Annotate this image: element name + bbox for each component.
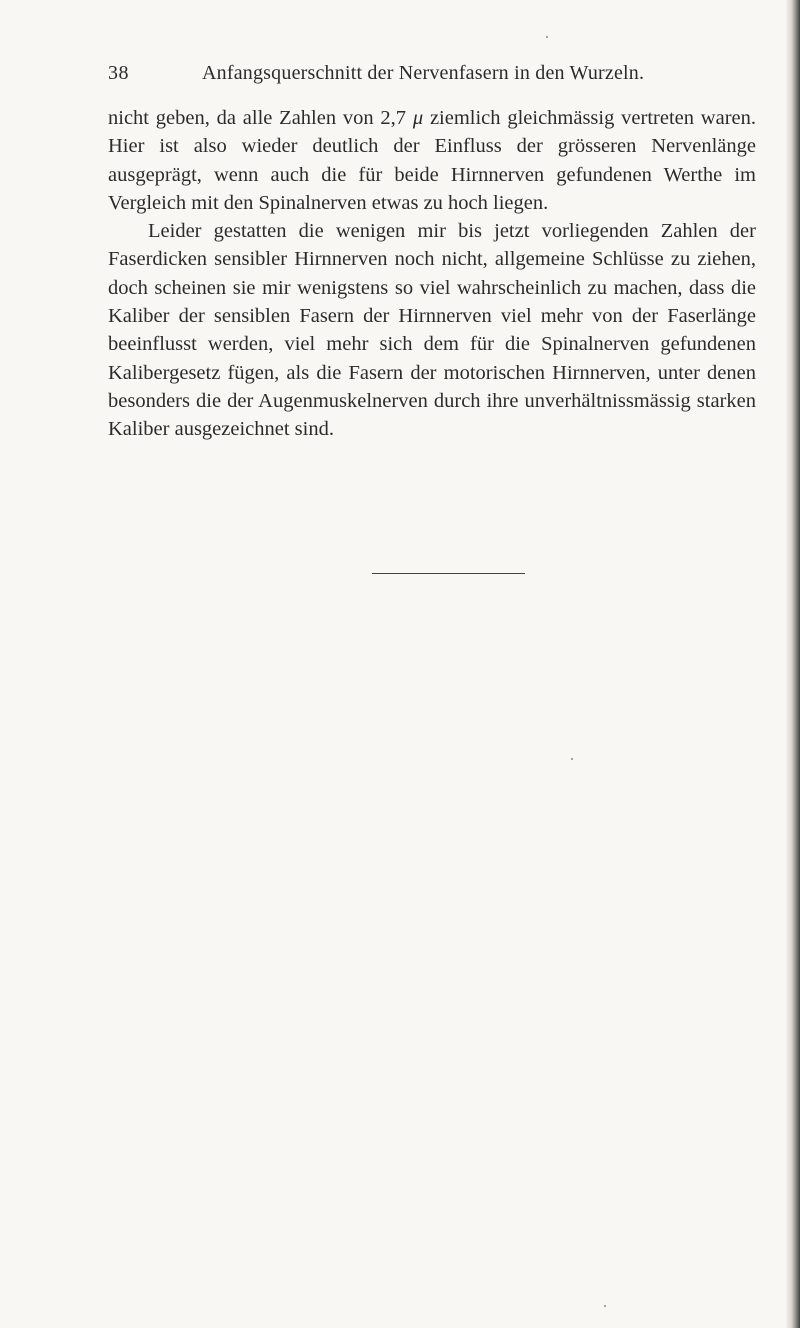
print-speck <box>571 758 573 760</box>
paragraph-1-text-a: nicht geben, da alle Zahlen von 2,7 <box>108 107 413 129</box>
paragraph-1 <box>108 104 756 217</box>
print-speck <box>604 1305 606 1307</box>
body-text <box>108 104 756 444</box>
page-edge-shadow <box>786 0 800 1328</box>
section-divider <box>372 573 525 574</box>
micron-unit: μ <box>412 107 424 129</box>
print-speck <box>546 36 548 38</box>
paragraph-1-text-b: ziemlich gleichmässig vertreten waren. Hier ist also wieder deutlich der Einfluss der grösseren Nervenlänge ausgeprägt, wenn auch die für beide Hirnnerven gefundenen Werthe im Vergleich mit den Spinalnerven etwas zu hoch liegen. <box>108 107 756 214</box>
page-header <box>108 56 758 88</box>
page-number: 38 <box>108 62 129 84</box>
paragraph-2: Leider gestatten die wenigen mir bis jetzt vorliegenden Zahlen der Faserdicken sensibler Hirnnerven noch nicht, allgemeine Schlüsse zu ziehen, doch scheinen sie mir wenigstens so viel wahrscheinlich zu machen, dass die Kaliber der sensiblen Fasern der Hirnnerven viel mehr von der Faserlänge beeinflusst werden, viel mehr sich dem für die Spinalnerven gefundenen Kalibergesetz fügen, als die Fasern der motorischen Hirnnerven, unter denen besonders die der Augenmuskelnerven durch ihre unverhältnissmässig starken Kaliber ausgezeichnet sind. <box>108 220 756 441</box>
running-title: Anfangsquerschnitt der Nervenfasern in den Wurzeln. <box>202 62 645 84</box>
